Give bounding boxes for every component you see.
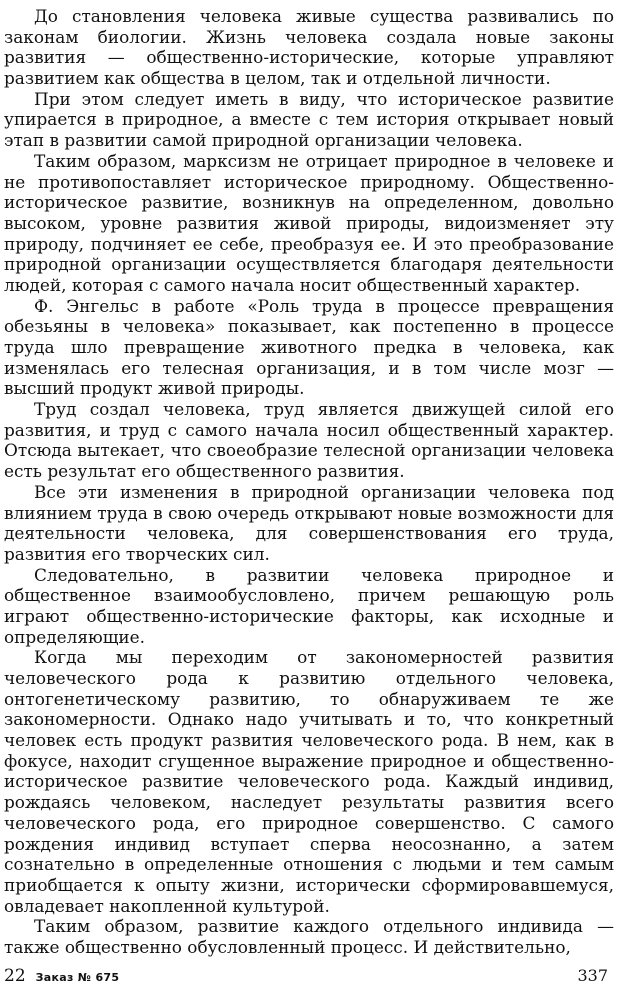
page-number: 337 (577, 966, 608, 985)
paragraph-6: Все эти изменения в природной организации человека под влиянием труда в свою очередь открывают новые возможности для деятельности человека, для совершенствования его труда, развития его творческих сил. (4, 481, 614, 564)
paragraph-1: До становления человека живые существа развивались по законам биологии. Жизнь человека создала новые законы развития — общественно-исторические, которые управляют развитием как общества в целом, так и отдельной личности. (4, 6, 614, 89)
page-footer (4, 966, 608, 990)
printer-signature (4, 966, 119, 986)
paragraph-8: Когда мы переходим от закономерностей развития человеческого рода к развитию отдельного человека, онтогенетическому развитию, то обнаруживаем те же закономерности. Однако надо учитывать и то, что конкретный человек есть продукт развития человеческого рода. В нем, как в фокусе, находит сгущенное выражение природное и общественно-историческое развитие человеческого рода. Каждый индивид, рождаясь человеком, наследует результаты развития всего человеческого рода, его природное совершенство. С самого рождения индивид вступает сперва неосознанно, а затем сознательно в определенные отношения с людьми и тем самым приобщается к опыту жизни, исторически сформировавшемуся, овладевает накопленной культурой. (4, 647, 614, 916)
paragraph-7: Следовательно, в развитии человека природное и общественное взаимообусловлено, причем решающую роль играют общественно-исторические факторы, как исходные и определяющие. (4, 564, 614, 647)
paragraph-9: Таким образом, развитие каждого отдельного индивида — также общественно обусловленный процесс. И действительно, (4, 916, 614, 957)
signature-number: 22 (4, 966, 26, 986)
paragraph-3: Таким образом, марксизм не отрицает природное в человеке и не противопоставляет историческое природному. Общественно-историческое развитие, возникнув на определенном, довольно высоком, уровне развития живой природы, видоизменяет эту природу, подчиняет ее себе, преобразуя ее. И это преобразование природной организации осуществляется благодаря деятельности людей, которая с самого начала носит общественный характер. (4, 150, 614, 295)
paragraph-2: При этом следует иметь в виду, что историческое развитие упирается в природное, а вместе с тем история открывает новый этап в развитии самой природной организации человека. (4, 88, 614, 151)
text-body (4, 6, 614, 958)
paragraph-5: Труд создал человека, труд является движущей силой его развития, и труд с самого начала носил общественный характер. Отсюда вытекает, что своеобразие телесной организации человека есть результат его общественного развития. (4, 399, 614, 482)
paragraph-4: Ф. Энгельс в работе «Роль труда в процессе превращения обезьяны в человека» показывает, как постепенно в процессе труда шло превращение животного предка в человека, как изменялась его телесная организация, и в том числе мозг — высший продукт живой природы. (4, 295, 614, 399)
order-number: Заказ № 675 (35, 971, 120, 984)
